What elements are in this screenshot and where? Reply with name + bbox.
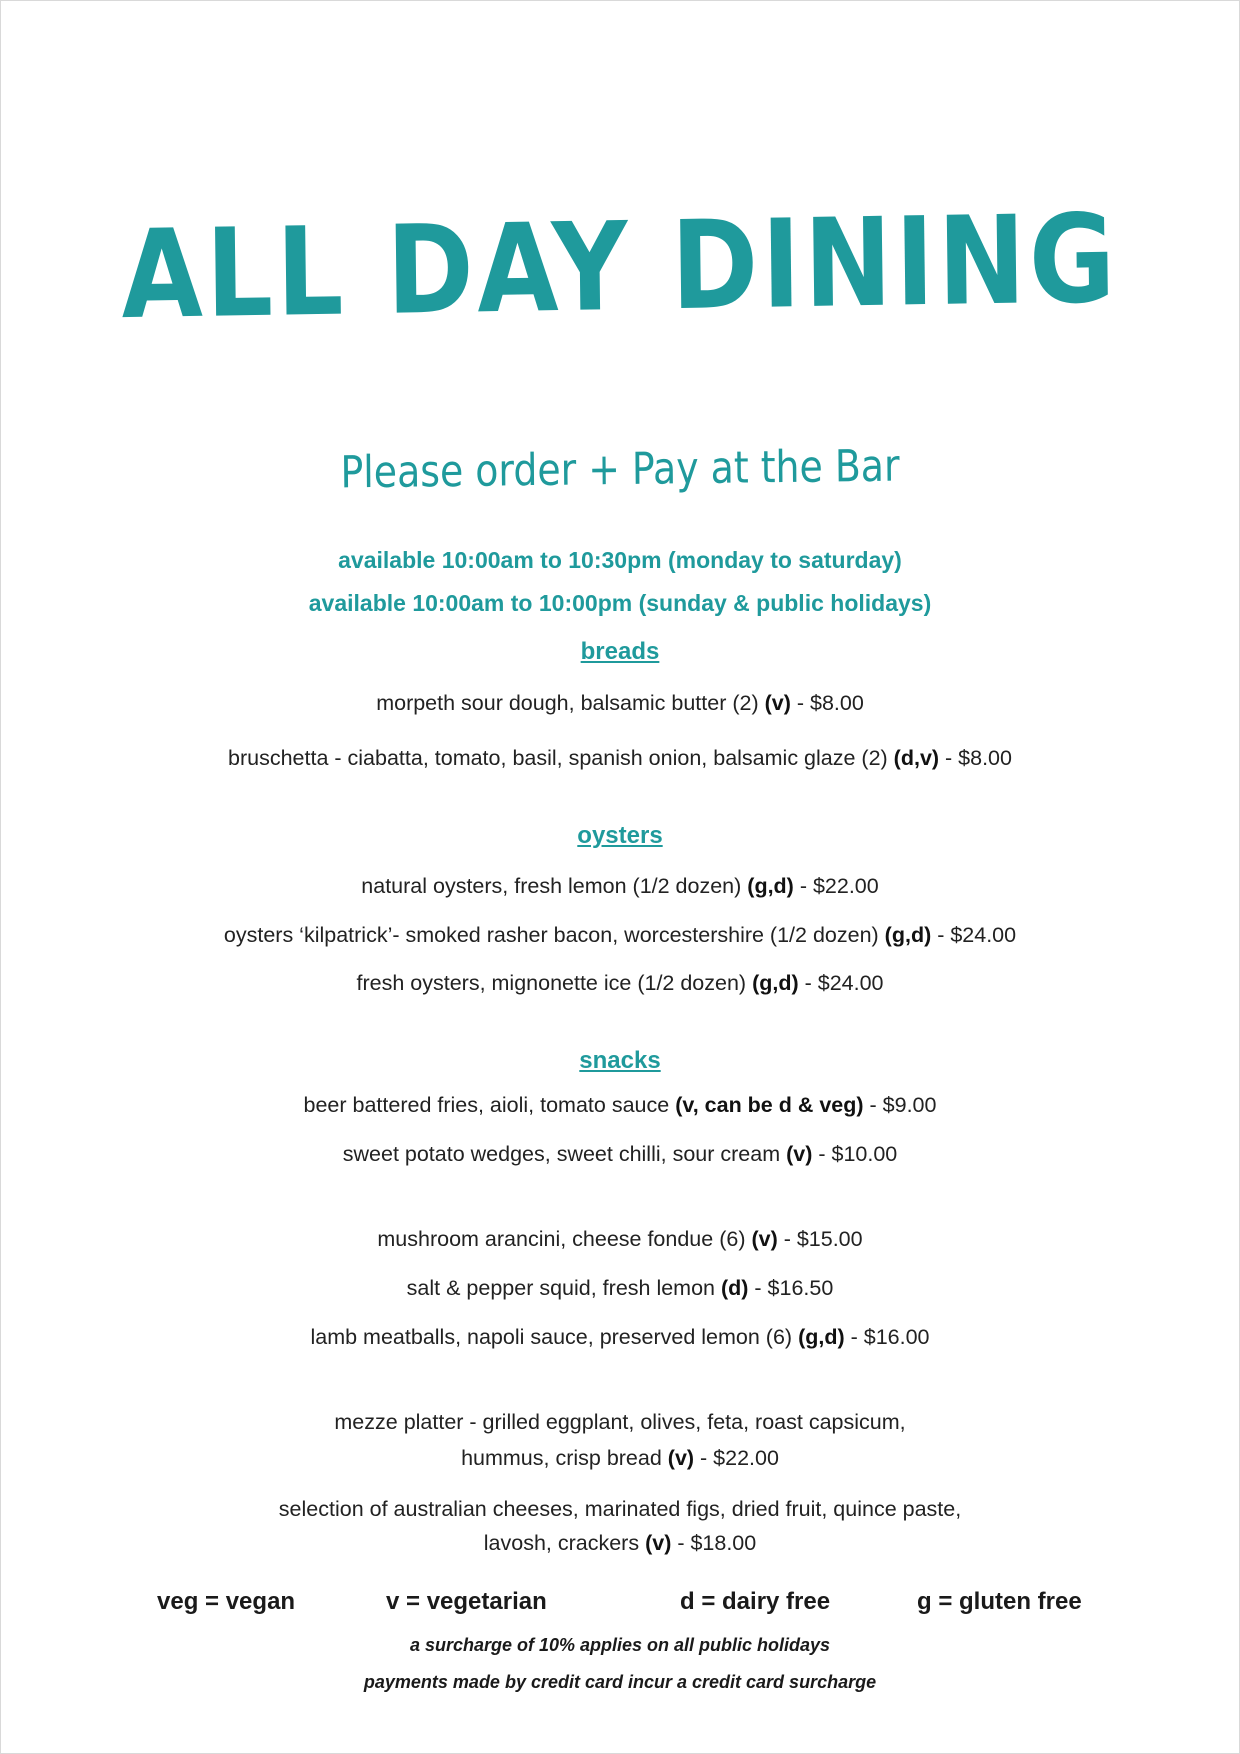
dietary-tags: (g,d) [752,971,799,995]
price: - $8.00 [939,746,1012,770]
price: - $8.00 [790,691,864,715]
menu-title: ALL DAY DINING [120,187,1120,347]
legend-vegan: veg = vegan [157,1588,296,1615]
dietary-tags: (v) [751,1227,778,1251]
dietary-tags: (v) [667,1446,695,1470]
card-surcharge-note: payments made by credit card incur a credit card surcharge [363,1672,877,1692]
menu-item: natural oysters, fresh lemon (1/2 dozen) (g,d) - $22.00 [361,874,879,898]
menu-item: morpeth sour dough, balsamic butter (2) (v) - $8.00 [376,691,864,715]
section-heading-snacks: snacks [579,1047,661,1074]
dietary-legend [0,1590,1240,1620]
holiday-surcharge-note: a surcharge of 10% applies on all public holidays [409,1635,831,1655]
price: - $9.00 [863,1093,937,1117]
dietary-tags: (g,d) [798,1325,845,1349]
menu-item: salt & pepper squid, fresh lemon (d) - $16.50 [406,1276,834,1300]
dietary-tags: (g,d) [747,874,794,898]
price: - $18.00 [671,1531,757,1555]
price: - $24.00 [798,971,884,995]
menu-item-line: selection of australian cheeses, marinated figs, dried fruit, quince paste, [278,1497,962,1521]
section-heading-breads: breads [580,638,660,665]
menu-item: sweet potato wedges, sweet chilli, sour cream (v) - $10.00 [342,1142,898,1166]
menu-item: mushroom arancini, cheese fondue (6) (v) - $15.00 [377,1227,863,1251]
price: - $16.50 [748,1276,834,1300]
price: - $22.00 [694,1446,779,1470]
menu-item: hummus, crisp bread (v) - $22.00 [461,1446,779,1470]
dietary-tags: (v, can be d & veg) [675,1093,864,1117]
order-instruction: Please order + Pay at the Bar [340,440,900,499]
dietary-tags: (d,v) [893,746,940,770]
price: - $24.00 [931,923,1017,947]
availability-weekdays: available 10:00am to 10:30pm (monday to saturday) [338,547,902,573]
price: - $15.00 [777,1227,863,1251]
dietary-tags: (g,d) [884,923,932,947]
dietary-tags: (v) [764,691,791,715]
menu-item: beer battered fries, aioli, tomato sauce (v, can be d & veg) - $9.00 [303,1093,937,1117]
menu-item: bruschetta - ciabatta, tomato, basil, spanish onion, balsamic glaze (2) (d,v) - $8.00 [228,746,1012,770]
menu-item: oysters ‘kilpatrick’- smoked rasher bacon, worcestershire (1/2 dozen) (g,d) - $24.00 [223,923,1017,947]
legend-vegetarian: v = vegetarian [386,1588,547,1615]
availability-sunday: available 10:00am to 10:00pm (sunday & public holidays) [308,590,932,616]
price: - $16.00 [844,1325,930,1349]
menu-item: lamb meatballs, napoli sauce, preserved lemon (6) (g,d) - $16.00 [310,1325,930,1349]
menu-item-line: mezze platter - grilled eggplant, olives, feta, roast capsicum, [334,1410,906,1434]
legend-gluten-free: g = gluten free [917,1588,1082,1615]
price: - $22.00 [793,874,879,898]
dietary-tags: (v) [786,1142,813,1166]
price: - $10.00 [812,1142,898,1166]
dietary-tags: (d) [720,1276,749,1300]
dietary-tags: (v) [645,1531,672,1555]
section-heading-oysters: oysters [577,822,663,849]
legend-dairy-free: d = dairy free [680,1588,831,1615]
menu-item: fresh oysters, mignonette ice (1/2 dozen) (g,d) - $24.00 [356,971,884,995]
menu-item: lavosh, crackers (v) - $18.00 [483,1531,757,1555]
